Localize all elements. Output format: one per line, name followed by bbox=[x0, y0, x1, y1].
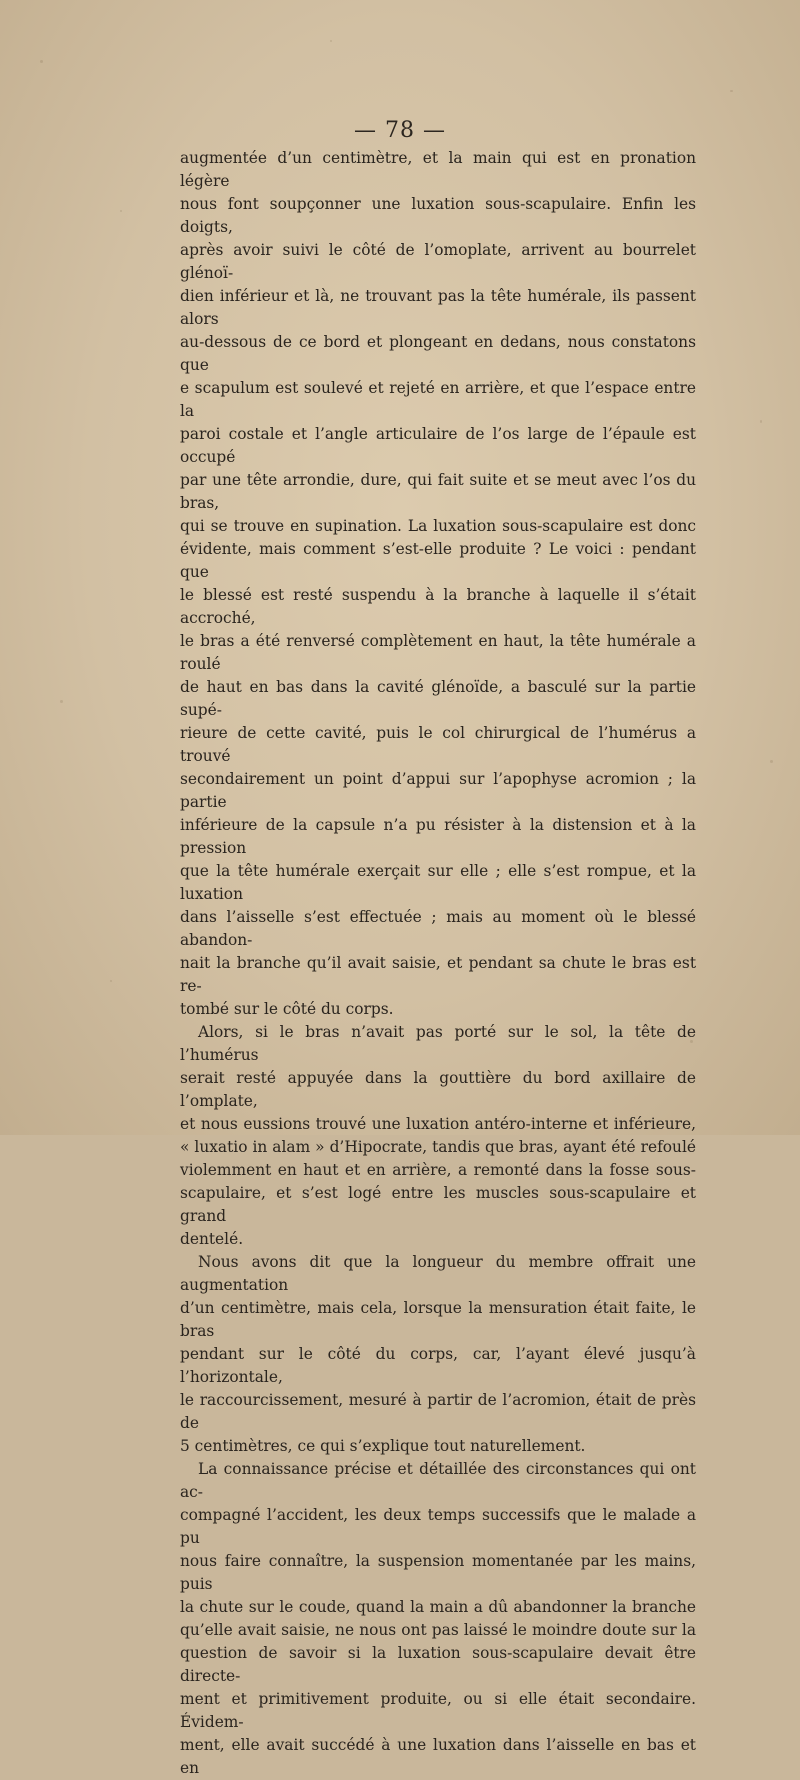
text-line: « luxatio in alam » d’Hipocrate, tandis que bras, ayant été refoulé bbox=[180, 1138, 696, 1156]
text-line: rieure de cette cavité, puis le col chirurgical de l’humérus a trouvé bbox=[180, 724, 696, 765]
text-line: compagné l’accident, les deux temps successifs que le malade a pu bbox=[180, 1506, 696, 1547]
text-line: d’un centimètre, mais cela, lorsque la mensuration était faite, le bras bbox=[180, 1299, 696, 1340]
text-line: dans l’aisselle s’est effectuée ; mais au moment où le blessé abandon- bbox=[180, 908, 696, 949]
text-line: e scapulum est soulevé et rejeté en arrière, et que l’espace entre la bbox=[180, 379, 696, 420]
text-line: secondairement un point d’appui sur l’apophyse acromion ; la partie bbox=[180, 770, 696, 811]
text-line: le bras a été renversé complètement en haut, la tête humérale a roulé bbox=[180, 632, 696, 673]
text-line: scapulaire, et s’est logé entre les muscles sous-scapulaire et grand bbox=[180, 1184, 696, 1225]
text-line: Alors, si le bras n’avait pas porté sur le sol, la tête de l’humérus bbox=[180, 1023, 696, 1064]
text-line: évidente, mais comment s’est-elle produite ? Le voici : pendant que bbox=[180, 540, 696, 581]
text-line: le blessé est resté suspendu à la branche à laquelle il s’était accroché, bbox=[180, 586, 696, 627]
text-line: nous font soupçonner une luxation sous-scapulaire. Enfin les doigts, bbox=[180, 195, 696, 236]
text-line: dentelé. bbox=[180, 1230, 244, 1248]
text-line: de haut en bas dans la cavité glénoïde, a basculé sur la partie supé- bbox=[180, 678, 696, 719]
text-line: que la tête humérale exerçait sur elle ; elle s’est rompue, et la luxation bbox=[180, 862, 696, 903]
page-number: — 78 — bbox=[354, 118, 446, 143]
text-line: La connaissance précise et détaillée des circonstances qui ont ac- bbox=[180, 1460, 696, 1501]
text-line: qu’elle avait saisie, ne nous ont pas laissé le moindre doute sur la bbox=[180, 1621, 696, 1639]
text-line: Nous avons dit que la longueur du membre offrait une augmentation bbox=[180, 1253, 696, 1294]
text-line: la chute sur le coude, quand la main a dû abandonner la branche bbox=[180, 1598, 696, 1616]
text-line: nous faire connaître, la suspension momentanée par les mains, puis bbox=[180, 1552, 696, 1593]
text-line: qui se trouve en supination. La luxation sous-scapulaire est donc bbox=[180, 517, 696, 535]
text-line: question de savoir si la luxation sous-scapulaire devait être directe- bbox=[180, 1644, 696, 1685]
text-line: ment et primitivement produite, ou si elle était secondaire. Évidem- bbox=[180, 1690, 696, 1731]
text-line: tombé sur le côté du corps. bbox=[180, 1000, 394, 1018]
text-line: le raccourcissement, mesuré à partir de l’acromion, était de près de bbox=[180, 1391, 696, 1432]
text-line: augmentée d’un centimètre, et la main qui est en pronation légère bbox=[180, 149, 696, 190]
text-line: nait la branche qu’il avait saisie, et pendant sa chute le bras est re- bbox=[180, 954, 696, 995]
text-line: pendant sur le côté du corps, car, l’ayant élevé jusqu’à l’horizontale, bbox=[180, 1345, 696, 1386]
text-line: ment, elle avait succédé à une luxation dans l’aisselle en bas et en bbox=[180, 1736, 696, 1777]
text-line: 5 centimètres, ce qui s’explique tout naturellement. bbox=[180, 1437, 586, 1455]
text-line: paroi costale et l’angle articulaire de l’os large de l’épaule est occupé bbox=[180, 425, 696, 466]
body-text bbox=[180, 147, 696, 1780]
text-line: serait resté appuyée dans la gouttière du bord axillaire de l’omplate, bbox=[180, 1069, 696, 1110]
text-line: violemment en haut et en arrière, a remonté dans la fosse sous- bbox=[180, 1161, 696, 1179]
text-line: dien inférieur et là, ne trouvant pas la tête humérale, ils passent alors bbox=[180, 287, 696, 328]
text-line: au-dessous de ce bord et plongeant en dedans, nous constatons que bbox=[180, 333, 696, 374]
text-line: par une tête arrondie, dure, qui fait suite et se meut avec l’os du bras, bbox=[180, 471, 696, 512]
text-line: et nous eussions trouvé une luxation antéro-interne et inférieure, bbox=[180, 1115, 696, 1133]
text-line: inférieure de la capsule n’a pu résister à la distension et à la pression bbox=[180, 816, 696, 857]
text-line: après avoir suivi le côté de l’omoplate, arrivent au bourrelet glénoï- bbox=[180, 241, 696, 282]
